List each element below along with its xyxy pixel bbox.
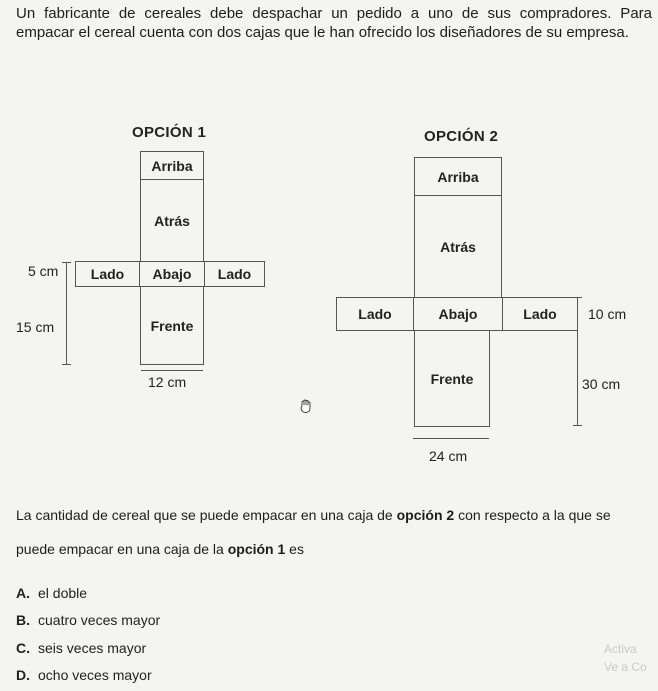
option-2-right-side-face: Lado (502, 297, 578, 331)
answer-option-b[interactable] (16, 612, 160, 628)
option-2-vertical-dimension-line (577, 297, 578, 425)
answer-text: seis veces mayor (38, 640, 147, 656)
question-text (16, 498, 636, 566)
option-2-bottom-face: Abajo (414, 297, 502, 331)
option-2-width-label: 24 cm (429, 448, 468, 464)
option-1-depth-label: 15 cm (16, 319, 55, 335)
option-1-front-face: Frente (140, 287, 204, 365)
option-1-vertical-dimension-line (66, 262, 67, 364)
option-2-depth-label: 30 cm (582, 376, 621, 392)
option-2-left-side-face: Lado (336, 297, 414, 331)
option-2-height-label: 10 cm (588, 306, 627, 322)
option-1-right-side-face: Lado (204, 261, 265, 287)
answer-option-c[interactable] (16, 640, 146, 656)
answer-text: el doble (38, 585, 88, 601)
option-1-height-label: 5 cm (28, 263, 59, 279)
question-part: con respecto a la que se puede empacar en una caja de la (16, 507, 611, 557)
option-2-back-face: Atrás (414, 195, 502, 297)
option-1-back-face: Atrás (140, 179, 204, 261)
option-1-title: OPCIÓN 1 (132, 124, 207, 141)
question-part: La cantidad de cereal que se puede empacar en una caja de (16, 507, 397, 523)
question-part: es (285, 541, 304, 557)
answer-letter: A. (16, 585, 30, 601)
option-2-top-face: Arriba (414, 157, 502, 195)
watermark-line-1: Activa (604, 642, 637, 656)
question-emphasis: opción 1 (227, 541, 286, 557)
option-1-width-label: 12 cm (148, 374, 187, 390)
option-1-width-dimension-line (141, 370, 203, 371)
intro-text: Un fabricante de cereales debe despachar un pedido a uno de sus compradores. Para empacar el cereal cuenta con dos cajas que le han ofrecido los diseñadores de su empresa. (16, 5, 652, 41)
option-2-title: OPCIÓN 2 (424, 128, 499, 145)
option-2-dimension-tick (573, 425, 582, 426)
answer-letter: D. (16, 667, 30, 683)
option-1-left-side-face: Lado (75, 261, 140, 287)
watermark-line-2: Ve a Co (604, 660, 647, 674)
option-2-front-face: Frente (414, 331, 490, 427)
answer-option-a[interactable] (16, 585, 87, 601)
option-1-dimension-tick (62, 262, 71, 263)
question-emphasis: opción 2 (396, 507, 455, 523)
hand-pointer-icon (298, 398, 314, 414)
option-2-dimension-tick (573, 297, 582, 298)
answer-text: ocho veces mayor (38, 667, 152, 683)
option-1-top-face: Arriba (140, 151, 204, 179)
option-2-width-dimension-line (413, 438, 489, 439)
answer-letter: C. (16, 640, 30, 656)
option-1-dimension-tick (62, 364, 71, 365)
answer-text: cuatro veces mayor (38, 612, 161, 628)
answer-letter: B. (16, 612, 30, 628)
answer-option-d[interactable] (16, 667, 152, 683)
option-1-bottom-face: Abajo (140, 261, 204, 287)
